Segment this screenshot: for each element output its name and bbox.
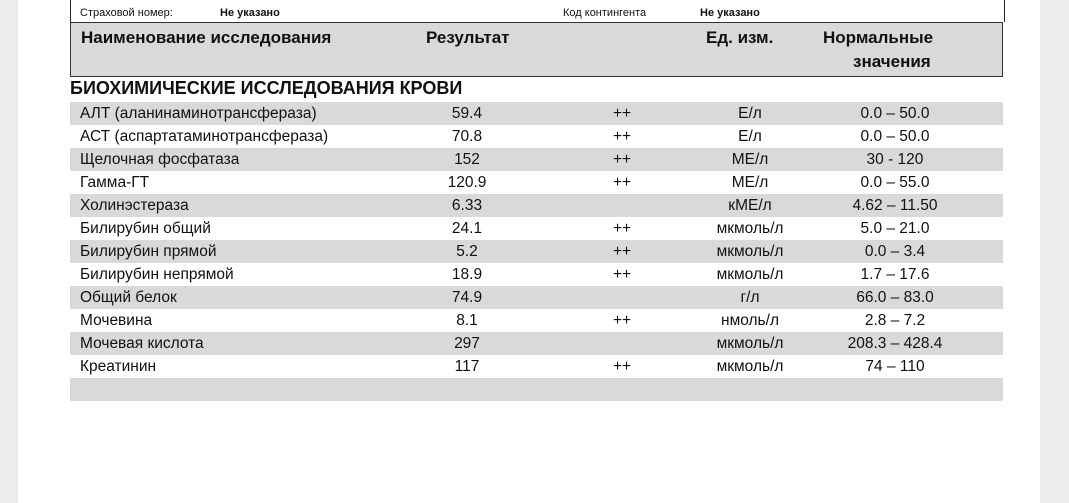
cell-unit: мкмоль/л <box>716 243 784 260</box>
table-row <box>70 240 1003 263</box>
cell-name: Билирубин общий <box>80 220 211 237</box>
empty-row <box>70 378 1003 401</box>
header-norm-1: Нормальные <box>823 28 934 47</box>
table-row <box>70 355 1003 378</box>
table-row <box>70 125 1003 148</box>
cell-flag: ++ <box>612 128 632 145</box>
cell-norm: 0.0 – 50.0 <box>860 105 930 122</box>
cell-result: 74.9 <box>451 289 483 306</box>
cell-unit: мкмоль/л <box>716 266 784 283</box>
cell-norm: 30 - 120 <box>866 151 924 168</box>
info-frame <box>70 0 1005 22</box>
cell-name: Общий белок <box>80 289 177 306</box>
cell-flag: ++ <box>612 151 632 168</box>
cell-norm: 5.0 – 21.0 <box>860 220 930 237</box>
cell-unit: мкмоль/л <box>716 220 784 237</box>
cell-result: 297 <box>454 335 480 352</box>
cell-unit: МЕ/л <box>731 151 769 168</box>
contingent-value: Не указано <box>700 7 760 19</box>
table-row <box>70 263 1003 286</box>
cell-norm: 208.3 – 428.4 <box>847 335 943 352</box>
table-row <box>70 286 1003 309</box>
cell-result: 5.2 <box>456 243 478 260</box>
results-table <box>70 102 1003 401</box>
table-row <box>70 194 1003 217</box>
cell-name: Билирубин прямой <box>80 243 217 260</box>
cell-flag: ++ <box>612 266 632 283</box>
cell-name: Билирубин непрямой <box>80 266 234 283</box>
cell-name: Холинэстераза <box>80 197 189 214</box>
cell-unit: МЕ/л <box>731 174 769 191</box>
cell-norm: 1.7 – 17.6 <box>860 266 930 283</box>
cell-flag: ++ <box>612 220 632 237</box>
cell-result: 120.9 <box>447 174 487 191</box>
cell-name: Мочевая кислота <box>80 335 204 352</box>
insurance-value: Не указано <box>220 7 280 19</box>
cell-name: Щелочная фосфатаза <box>80 151 240 168</box>
cell-result: 8.1 <box>456 312 478 329</box>
cell-name: АСТ (аспартатаминотрансфераза) <box>80 128 329 145</box>
table-row <box>70 148 1003 171</box>
header-unit: Ед. изм. <box>706 28 774 47</box>
cell-result: 152 <box>454 151 480 168</box>
cell-result: 18.9 <box>451 266 483 283</box>
cell-flag: ++ <box>612 358 632 375</box>
cell-norm: 0.0 – 3.4 <box>864 243 926 260</box>
cell-flag: ++ <box>612 312 632 329</box>
table-row <box>70 332 1003 355</box>
cell-name: АЛТ (аланинаминотрансфераза) <box>80 105 317 122</box>
header-result: Результат <box>426 28 510 47</box>
table-header <box>70 22 1003 77</box>
cell-result: 59.4 <box>451 105 483 122</box>
cell-norm: 0.0 – 55.0 <box>860 174 930 191</box>
cell-flag: ++ <box>612 243 632 260</box>
cell-result: 117 <box>454 358 480 375</box>
cell-norm: 74 – 110 <box>865 358 925 375</box>
table-row <box>70 171 1003 194</box>
cell-unit: мкмоль/л <box>716 358 784 375</box>
cell-unit: мкмоль/л <box>716 335 784 352</box>
cell-unit: Е/л <box>738 105 762 122</box>
cell-result: 24.1 <box>451 220 483 237</box>
header-norm-2: значения <box>853 52 931 71</box>
cell-unit: кМЕ/л <box>728 197 772 214</box>
cell-unit: нмоль/л <box>721 312 779 329</box>
table-row <box>70 309 1003 332</box>
cell-norm: 4.62 – 11.50 <box>852 197 938 214</box>
section-title: БИОХИМИЧЕСКИЕ ИССЛЕДОВАНИЯ КРОВИ <box>70 78 463 98</box>
contingent-label: Код контингента <box>563 7 647 19</box>
cell-name: Креатинин <box>80 358 157 375</box>
cell-name: Мочевина <box>80 312 153 329</box>
header-name: Наименование исследования <box>81 28 332 47</box>
insurance-label: Страховой номер: <box>80 7 173 19</box>
cell-norm: 2.8 – 7.2 <box>864 312 926 329</box>
cell-unit: г/л <box>740 289 760 306</box>
cell-result: 6.33 <box>451 197 483 214</box>
cell-flag: ++ <box>612 105 632 122</box>
cell-flag: ++ <box>612 174 632 191</box>
cell-unit: Е/л <box>738 128 762 145</box>
cell-result: 70.8 <box>451 128 483 145</box>
table-row <box>70 217 1003 240</box>
table-row <box>70 102 1003 125</box>
cell-norm: 66.0 – 83.0 <box>856 289 934 306</box>
cell-name: Гамма-ГТ <box>80 174 150 191</box>
cell-norm: 0.0 – 50.0 <box>860 128 930 145</box>
document-page <box>18 0 1040 503</box>
